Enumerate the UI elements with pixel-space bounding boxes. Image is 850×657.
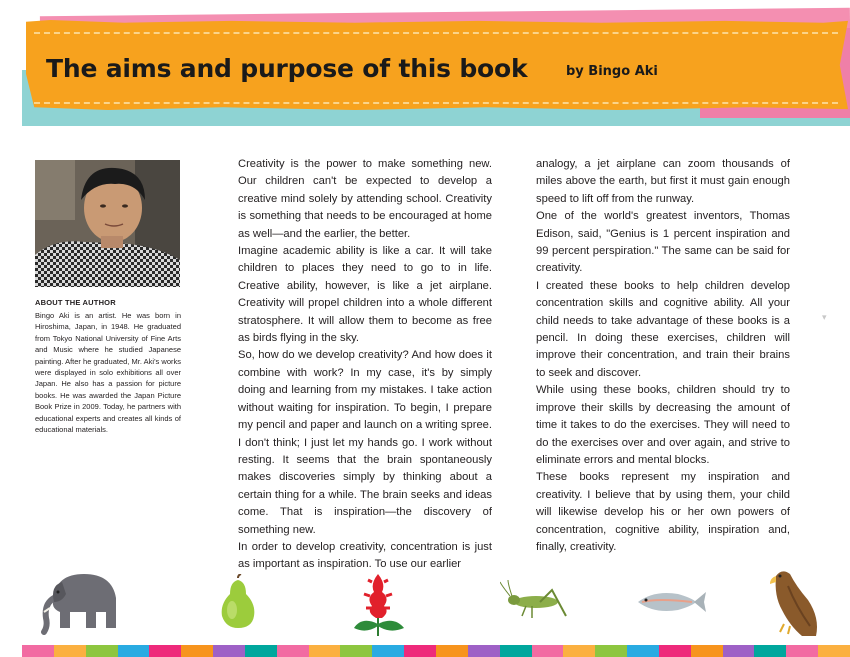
strip-segment (500, 645, 532, 657)
paragraph: Imagine academic ability is like a car. It will take children to places they need to go to in life. Creative ability, however, is like a jet airplane. Creativity will propel children into a whole different stratosphere. It will allow them to become as free as birds flying in the sky. (238, 245, 492, 345)
eagle-icon (762, 566, 824, 638)
strip-segment (786, 645, 818, 657)
paragraph: These books represent my inspiration and creativity. I believe that by using them, your child will likewise develop his or her own powers of concentration, cognitive ability, inspiration and, finally, creativity. (536, 471, 790, 553)
strip-segment (149, 645, 181, 657)
strip-segment (436, 645, 468, 657)
flower-icon (350, 570, 408, 638)
paragraph: So, how do we develop creativity? And how does it combine with work? In my case, it's by simply doing and learning from my mistakes. I take action without waiting for inspiration. To begin, I prepare my pencil and paper and launch on a writing spree. I don't think; I just let my hands go. I work without resting. It seems that the brain spontaneously makes discoveries simply by thinking about a certain thing for a while. The brain seeks and ideas come. That is inspiration—the discovery of something new. (238, 349, 492, 536)
strip-segment (22, 645, 54, 657)
paragraph: While using these books, children should try to improve their skills by decreasing the amount of time it takes to do the exercises. They will need to do the exercises over and over again, and strive to eliminate errors and mental blocks. (536, 384, 790, 466)
strip-segment (340, 645, 372, 657)
strip-segment (54, 645, 86, 657)
paragraph: I created these books to help children develop concentration skills and cognitive ability. All your child needs to take advantage of these books is a pencil. In doing these exercises, children will improve their concentration, and train their brains to seek and discover. (536, 279, 790, 379)
strip-segment (213, 645, 245, 657)
strip-segment (404, 645, 436, 657)
strip-segment (595, 645, 627, 657)
paragraph: One of the world's greatest inventors, Thomas Edison, said, "Genius is 1 percent inspiration and 99 percent perspiration." The same can be said for creativity. (536, 210, 790, 275)
margin-mark: ▾ (822, 312, 827, 322)
banner-dash-top (34, 32, 838, 34)
strip-segment (691, 645, 723, 657)
strip-segment (723, 645, 755, 657)
banner-dash-bottom (34, 102, 838, 104)
strip-segment (181, 645, 213, 657)
elephant-icon (40, 568, 122, 636)
strip-segment (372, 645, 404, 657)
body-column-2 (536, 156, 790, 556)
paragraph: analogy, a jet airplane can zoom thousands of miles above the earth, but first it must gain enough speed to lift off from the runway. (536, 158, 790, 205)
strip-segment (309, 645, 341, 657)
body-column-1 (238, 156, 492, 574)
strip-segment (659, 645, 691, 657)
paragraph: In order to develop creativity, concentration is just as important as inspiration. To use our earlier (238, 540, 492, 571)
strip-segment (627, 645, 659, 657)
author-photo (35, 160, 180, 287)
author-byline: by Bingo Aki (566, 64, 658, 79)
author-portrait-image (35, 160, 180, 287)
strip-segment (245, 645, 277, 657)
strip-segment (118, 645, 150, 657)
strip-segment (532, 645, 564, 657)
strip-segment (86, 645, 118, 657)
paragraph: Creativity is the power to make something new. Our children can't be expected to develop a creative mind solely by attending school. Creativity is something that needs to be encouraged at home as well—and the earlier, the better. (238, 158, 492, 240)
strip-segment (277, 645, 309, 657)
about-author-text: Bingo Aki is an artist. He was born in Hiroshima, Japan, in 1948. He graduated from Tokyo National University of Fine Arts and Music where he studied Japanese painting. After he graduated, Mr. Aki's works were displayed in solo exhibitions all over Japan. He also has a passion for picture books. He was awarded the Japan Picture Book Prize in 2009. Today, he partners with educational experts and creates all kinds of educational materials. (35, 311, 181, 435)
page-title: The aims and purpose of this book (46, 54, 528, 83)
footer-color-strip (22, 645, 850, 657)
strip-segment (754, 645, 786, 657)
strip-segment (468, 645, 500, 657)
grasshopper-icon (500, 580, 570, 620)
strip-segment (563, 645, 595, 657)
pear-icon (216, 574, 260, 630)
fish-icon (634, 588, 706, 616)
about-author-heading: ABOUT THE AUTHOR (35, 298, 116, 307)
strip-segment (818, 645, 850, 657)
